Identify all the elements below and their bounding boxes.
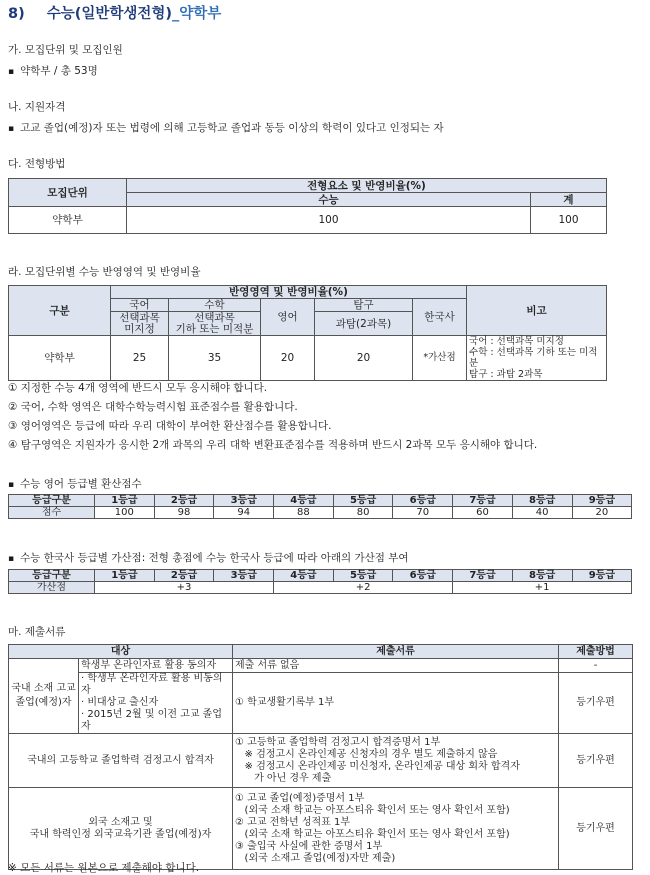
heading-english: ▪ 수능 영어 등급별 환산점수 (8, 476, 142, 491)
header-history: 한국사 (413, 299, 467, 336)
grade-8: 8등급 (512, 570, 572, 582)
heading-na: 나. 지원자격 (8, 101, 66, 113)
grade-9: 9등급 (572, 495, 632, 507)
bonus-1-3: +3 (95, 582, 274, 594)
header-total: 계 (531, 193, 607, 207)
domestic-grad-label: 국내 소재 고교 졸업(예정)자 (9, 659, 79, 734)
bonus-4-6: +2 (274, 582, 453, 594)
row4-target: 외국 소재고 및 국내 학력인정 외국교육기관 졸업(예정)자 (9, 788, 233, 870)
row1-method: - (559, 659, 633, 673)
score-1: 100 (95, 507, 155, 519)
heading-ma: 마. 제출서류 (8, 626, 66, 638)
grade-4: 4등급 (274, 570, 334, 582)
grade-3: 3등급 (214, 495, 274, 507)
heading-da: 다. 전형방법 (8, 158, 66, 170)
cell-math: 35 (169, 336, 261, 381)
header-suneung: 수능 (127, 193, 531, 207)
header-note: 비고 (467, 286, 607, 336)
cell-name: 약학부 (9, 336, 111, 381)
header-inquiry-sub: 과탐(2과목) (315, 312, 413, 336)
score-6: 70 (393, 507, 453, 519)
english-grade-table (8, 494, 632, 519)
row4-method: 등기우편 (559, 788, 633, 870)
grade-2: 2등급 (154, 495, 214, 507)
heading-history: ▪ 수능 한국사 등급별 가산점: 전형 총점에 수능 한국사 등급에 따라 아래의 가산점 부여 (8, 550, 409, 565)
header-math-sub: 선택과목 기하 또는 미적분 (169, 312, 261, 336)
cell-unit: 약학부 (9, 207, 127, 234)
header-area: 반영영역 및 반영비율(%) (111, 286, 467, 299)
title-main: 수능(일반학생전형) (46, 6, 173, 22)
grade-6: 6등급 (393, 495, 453, 507)
note-2: ② 국어, 수학 영역은 대학수학능력시험 표준점수를 활용합니다. (8, 401, 298, 413)
title-number: 8) (8, 6, 25, 22)
row2-target: · 학생부 온라인자료 활용 비동의자 · 비대상교 출신자 · 2015년 2월 및 이전 고교 졸업자 (79, 673, 233, 734)
header-gubun: 구분 (9, 286, 111, 336)
row4-docs: ① 고교 졸업(예정)증명서 1부 (외국 소재 학교는 아포스티유 확인서 또는 영사 확인서 포함) ② 고교 전학년 성적표 1부 (외국 소재 학교는 아포스티유 확인서 또는 영사 확인서 포함) ③ 출입국 사실에 관한 증명서 1부 (외국 소재고 졸업(예정)자만 제출) (233, 788, 559, 870)
selection-method-table (8, 178, 607, 234)
grade-5: 5등급 (333, 570, 393, 582)
grade-7: 7등급 (453, 570, 513, 582)
header-english: 영어 (261, 299, 315, 336)
grade-9: 9등급 (572, 570, 632, 582)
suneung-ratio-table (8, 285, 607, 381)
note-4: ④ 탐구영역은 지원자가 응시한 2개 과목의 우리 대학 변환표준점수를 적용하며 반드시 2과목 모두 응시해야 합니다. (8, 439, 538, 451)
grade-6: 6등급 (393, 570, 453, 582)
cell-total: 100 (531, 207, 607, 234)
score-5: 80 (333, 507, 393, 519)
bonus-7-9: +1 (453, 582, 632, 594)
row3-method: 등기우편 (559, 734, 633, 788)
note-3: ③ 영어영역은 등급에 따라 우리 대학이 부여한 환산점수를 활용합니다. (8, 420, 332, 432)
grade-7: 7등급 (453, 495, 513, 507)
header-target: 대상 (9, 645, 233, 659)
grade-1: 1등급 (95, 570, 155, 582)
row1-target: 학생부 온라인자료 활용 동의자 (79, 659, 233, 673)
row3-target: 국내의 고등학교 졸업학력 검정고시 합격자 (9, 734, 233, 788)
row2-method: 등기우편 (559, 673, 633, 734)
header-korean: 국어 (111, 299, 169, 312)
cell-english: 20 (261, 336, 315, 381)
grade-8: 8등급 (512, 495, 572, 507)
header-ratio: 전형요소 및 반영비율(%) (127, 179, 607, 193)
bullet-quota: ▪ 약학부 / 총 53명 (8, 63, 98, 78)
grade-1: 1등급 (95, 495, 155, 507)
history-grade-table (8, 569, 632, 594)
header-math: 수학 (169, 299, 261, 312)
heading-ra: 라. 모집단위별 수능 반영영역 및 반영비율 (8, 266, 201, 278)
grade-5: 5등급 (333, 495, 393, 507)
row1-docs: 제출 서류 없음 (233, 659, 559, 673)
header-inquiry: 탐구 (315, 299, 413, 312)
header-bonus: 가산점 (9, 582, 95, 594)
bullet-eligibility: ▪ 고교 졸업(예정)자 또는 법령에 의해 고등학교 졸업과 동등 이상의 학력이 있다고 인정되는 자 (8, 120, 444, 135)
row3-docs: ① 고등학교 졸업학력 검정고시 합격증명서 1부 ※ 검정고시 온라인제공 신청자의 경우 별도 제출하지 않음 ※ 검정고시 온라인제공 미신청자, 온라인제공 대상 회차 합격자 가 아닌 경우 제출 (233, 734, 559, 788)
score-9: 20 (572, 507, 632, 519)
heading-ga: 가. 모집단위 및 모집인원 (8, 44, 123, 56)
header-grade: 등급구분 (9, 495, 95, 507)
score-4: 88 (274, 507, 334, 519)
grade-2: 2등급 (154, 570, 214, 582)
score-7: 60 (453, 507, 513, 519)
header-grade: 등급구분 (9, 570, 95, 582)
header-method: 제출방법 (559, 645, 633, 659)
title-sub: _약학부 (172, 6, 222, 22)
header-score: 점수 (9, 507, 95, 519)
cell-note: 국어 : 선택과목 미지정 수학 : 선택과목 기하 또는 미적분 탐구 : 과탐 2과목 (467, 336, 607, 381)
header-korean-sub: 선택과목 미지정 (111, 312, 169, 336)
note-1: ① 지정한 수능 4개 영역에 반드시 모두 응시해야 합니다. (8, 382, 268, 394)
documents-table (8, 644, 633, 870)
header-docs: 제출서류 (233, 645, 559, 659)
score-3: 94 (214, 507, 274, 519)
grade-3: 3등급 (214, 570, 274, 582)
score-8: 40 (512, 507, 572, 519)
cell-korean: 25 (111, 336, 169, 381)
cell-history: *가산점 (413, 336, 467, 381)
header-unit: 모집단위 (9, 179, 127, 207)
score-2: 98 (154, 507, 214, 519)
cell-suneung: 100 (127, 207, 531, 234)
grade-4: 4등급 (274, 495, 334, 507)
cell-inquiry: 20 (315, 336, 413, 381)
row2-docs: ① 학교생활기록부 1부 (233, 673, 559, 734)
footnote: ※ 모든 서류는 원본으로 제출해야 합니다. (8, 862, 200, 874)
page-title (8, 2, 221, 23)
